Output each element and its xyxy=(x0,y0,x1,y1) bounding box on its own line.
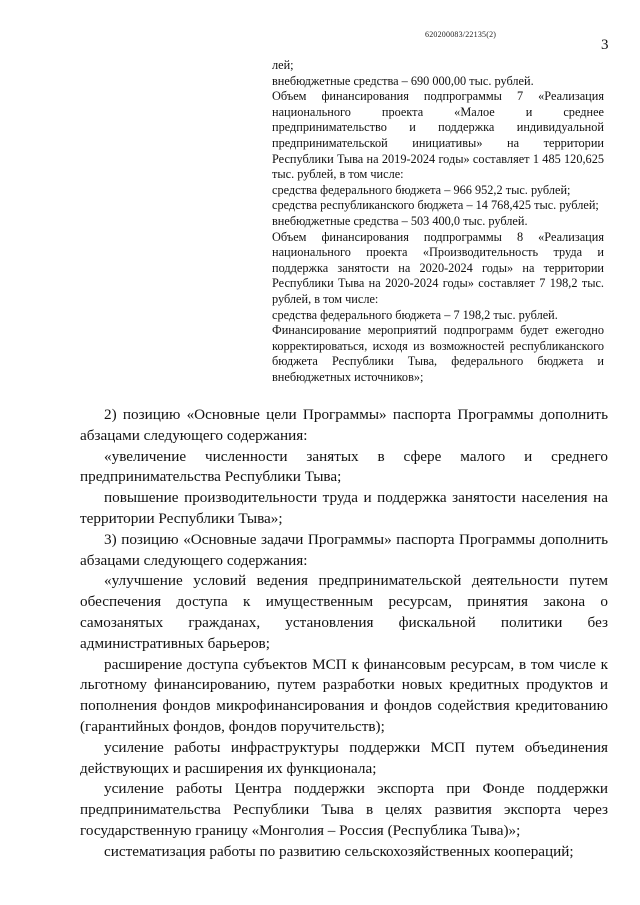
body-paragraph: «увеличение численности занятых в сфере малого и среднего предпринимательства Республики Тыва; xyxy=(80,447,608,486)
body-paragraph: 3) позицию «Основные задачи Программы» паспорта Программы дополнить абзацами следующего содержания: xyxy=(80,530,608,569)
body-paragraph: систематизация работы по развитию сельскохозяйственных коопераций; xyxy=(104,842,574,860)
body-paragraph: «улучшение условий ведения предпринимательской деятельности путем обеспечения доступа к имущественным ресурсам, принятия закона о самозанятых гражданах, установления фискальной политики без административных барьеров; xyxy=(80,572,608,652)
passport-funding-column xyxy=(272,58,604,385)
funding-line: Объем финансирования подпрограммы 8 «Реализация национального проекта «Производительность труда и поддержка занятости на 2020-2024 годы» на территории Республики Тыва на 2020-2024 годы» составляет 7 198,2 тыс. рублей, в том числе: xyxy=(272,229,604,306)
body-text xyxy=(80,405,608,863)
funding-line: внебюджетные средства – 690 000,00 тыс. рублей. xyxy=(272,73,534,88)
funding-line: Финансирование мероприятий подпрограмм будет ежегодно корректироваться, исходя из возможностей республиканского бюджета Республики Тыва, федерального бюджета и внебюджетных источников»; xyxy=(272,323,604,384)
document-id: 620200083/22135(2) xyxy=(425,30,497,39)
funding-line: Объем финансирования подпрограммы 7 «Реализация национального проекта «Малое и среднее предпринимательство и поддержка индивидуальной предпринимательской инициативы» на территории Республики Тыва на 2019-2024 годы» составляет 1 485 120,625 тыс. рублей, в том числе: xyxy=(272,89,604,182)
body-paragraph: усиление работы Центра поддержки экспорта при Фонде поддержки предпринимательства Республики Тыва в целях развития экспорта через государственную границу «Монголия – Россия (Республика Тыва)»; xyxy=(80,780,608,839)
funding-line: средства республиканского бюджета – 14 768,425 тыс. рублей; xyxy=(272,198,599,213)
body-paragraph: расширение доступа субъектов МСП к финансовым ресурсам, в том числе к льготному финансированию, путем разработки новых кредитных продуктов и пополнения фондов микрофинансирования и фондов содействия кредитованию (гарантийных фондов, фондов поручительств); xyxy=(80,655,608,735)
funding-line: лей; xyxy=(272,58,294,72)
body-paragraph: 2) позицию «Основные цели Программы» паспорта Программы дополнить абзацами следующего содержания: xyxy=(80,406,608,444)
body-paragraph: повышение производительности труда и поддержка занятости населения на территории Республики Тыва»; xyxy=(80,489,608,527)
body-paragraph: усиление работы инфраструктуры поддержки МСП путем объединения действующих и расширения их функционала; xyxy=(80,738,608,777)
page-number: 3 xyxy=(601,37,609,53)
funding-line: средства федерального бюджета – 966 952,2 тыс. рублей; xyxy=(272,182,571,197)
funding-line: средства федерального бюджета – 7 198,2 тыс. рублей. xyxy=(272,307,558,322)
funding-line: внебюджетные средства – 503 400,0 тыс. рублей. xyxy=(272,213,528,228)
